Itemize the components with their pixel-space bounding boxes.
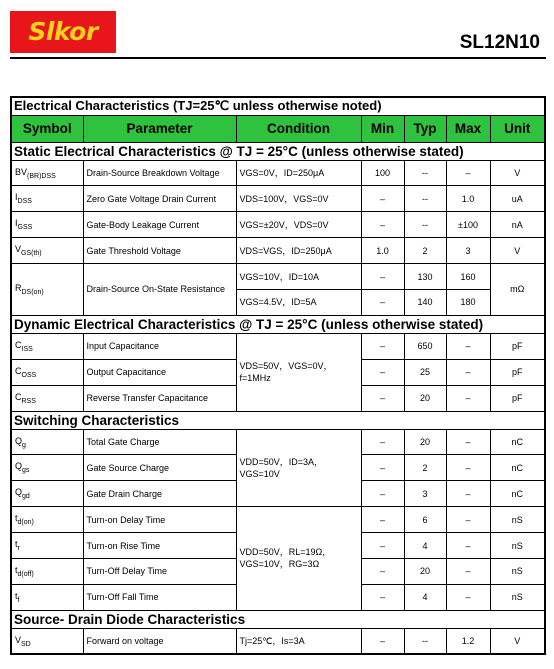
- max-cell: 1.0: [446, 186, 490, 212]
- min-cell: 100: [361, 160, 404, 186]
- table-row: [11, 628, 545, 654]
- column-header-max: Max: [446, 115, 490, 142]
- typ-cell: 2: [404, 455, 446, 481]
- table-row: [11, 264, 545, 290]
- condition-cell: VGS=4.5V，ID=5A: [236, 289, 361, 315]
- parameter-cell: Drain-Source On-State Resistance: [83, 264, 236, 316]
- symbol-cell: $I_{DSS}$: [11, 186, 83, 212]
- max-cell: –: [446, 160, 490, 186]
- symbol-cell: $t_f$: [11, 584, 83, 610]
- min-cell: –: [361, 455, 404, 481]
- column-header-min: Min: [361, 115, 404, 142]
- condition-cell: VDS=100V，VGS=0V: [236, 186, 361, 212]
- unit-cell: V: [490, 628, 545, 654]
- min-cell: –: [361, 385, 404, 411]
- unit-cell: nC: [490, 481, 545, 507]
- max-cell: 3: [446, 238, 490, 264]
- typ-cell: 20: [404, 429, 446, 455]
- condition-cell: VGS=10V，ID=10A: [236, 264, 361, 290]
- section-header-diode: [11, 610, 545, 628]
- part-number: SL12N10: [459, 32, 540, 53]
- typ-cell: 4: [404, 584, 446, 610]
- typ-cell: 3: [404, 481, 446, 507]
- parameter-cell: Total Gate Charge: [83, 429, 236, 455]
- typ-cell: 140: [404, 289, 446, 315]
- condition-cell: VDS=VGS，ID=250μA: [236, 238, 361, 264]
- max-cell: –: [446, 584, 490, 610]
- table-row: [11, 333, 545, 359]
- parameter-cell: Zero Gate Voltage Drain Current: [83, 186, 236, 212]
- max-cell: –: [446, 558, 490, 584]
- symbol-cell: $Q_{gd}$: [11, 481, 83, 507]
- table-row: [11, 429, 545, 455]
- header-divider: [10, 57, 546, 59]
- symbol-cell: $t_r$: [11, 533, 83, 559]
- typ-cell: 650: [404, 333, 446, 359]
- symbol-cell: $t_{d(on)}$: [11, 507, 83, 533]
- column-header-unit: Unit: [490, 115, 545, 142]
- unit-cell: nA: [490, 212, 545, 238]
- typ-cell: 25: [404, 359, 446, 385]
- typ-cell: --: [404, 186, 446, 212]
- min-cell: –: [361, 558, 404, 584]
- max-cell: –: [446, 481, 490, 507]
- condition-cell: VDS=50V，VGS=0V，f=1MHz: [236, 333, 361, 411]
- typ-cell: 4: [404, 533, 446, 559]
- min-cell: –: [361, 429, 404, 455]
- unit-cell: uA: [490, 186, 545, 212]
- unit-cell: nS: [490, 584, 545, 610]
- typ-cell: --: [404, 628, 446, 654]
- section-header-switching: [11, 411, 545, 429]
- unit-cell: nS: [490, 533, 545, 559]
- typ-cell: 20: [404, 385, 446, 411]
- parameter-cell: Drain-Source Breakdown Voltage: [83, 160, 236, 186]
- parameter-cell: Input Capacitance: [83, 333, 236, 359]
- min-cell: –: [361, 628, 404, 654]
- table-row: [11, 238, 545, 264]
- unit-cell: V: [490, 238, 545, 264]
- symbol-cell: $C_{ISS}$: [11, 333, 83, 359]
- symbol-cell: $C_{RSS}$: [11, 385, 83, 411]
- table-row: [11, 507, 545, 533]
- min-cell: –: [361, 333, 404, 359]
- typ-cell: --: [404, 160, 446, 186]
- unit-cell: nC: [490, 455, 545, 481]
- parameter-cell: Forward on voltage: [83, 628, 236, 654]
- max-cell: –: [446, 429, 490, 455]
- unit-cell: nC: [490, 429, 545, 455]
- unit-cell: pF: [490, 385, 545, 411]
- min-cell: –: [361, 289, 404, 315]
- min-cell: –: [361, 533, 404, 559]
- typ-cell: 6: [404, 507, 446, 533]
- symbol-cell: $C_{OSS}$: [11, 359, 83, 385]
- table-title-row: [11, 97, 545, 115]
- max-cell: –: [446, 455, 490, 481]
- min-cell: –: [361, 584, 404, 610]
- unit-cell: V: [490, 160, 545, 186]
- column-header-symbol: Symbol: [11, 115, 83, 142]
- parameter-cell: Turn-Off Delay Time: [83, 558, 236, 584]
- table-title: Electrical Characteristics (TJ=25℃ unless otherwise noted): [11, 97, 545, 115]
- unit-cell: nS: [490, 507, 545, 533]
- parameter-cell: Gate Drain Charge: [83, 481, 236, 507]
- symbol-cell: $Q_{gs}$: [11, 455, 83, 481]
- max-cell: 160: [446, 264, 490, 290]
- parameter-cell: Turn-on Delay Time: [83, 507, 236, 533]
- unit-cell: mΩ: [490, 264, 545, 316]
- symbol-cell: $I_{GSS}$: [11, 212, 83, 238]
- condition-cell: Tj=25℃，Is=3A: [236, 628, 361, 654]
- min-cell: –: [361, 359, 404, 385]
- typ-cell: 2: [404, 238, 446, 264]
- parameter-cell: Gate-Body Leakage Current: [83, 212, 236, 238]
- min-cell: –: [361, 507, 404, 533]
- max-cell: –: [446, 385, 490, 411]
- column-header-typ: Typ: [404, 115, 446, 142]
- typ-cell: 130: [404, 264, 446, 290]
- table-row: [11, 212, 545, 238]
- parameter-cell: Turn-Off Fall Time: [83, 584, 236, 610]
- column-header-row: [11, 115, 545, 142]
- min-cell: –: [361, 212, 404, 238]
- electrical-characteristics-table: [10, 96, 546, 655]
- symbol-cell: $V_{SD}$: [11, 628, 83, 654]
- column-header-parameter: Parameter: [83, 115, 236, 142]
- symbol-cell: $V_{GS(th)}$: [11, 238, 83, 264]
- symbol-cell: $BV_{(BR)DSS}$: [11, 160, 83, 186]
- min-cell: –: [361, 481, 404, 507]
- condition-cell: VGS=±20V，VDS=0V: [236, 212, 361, 238]
- typ-cell: --: [404, 212, 446, 238]
- typ-cell: 20: [404, 558, 446, 584]
- symbol-cell: $Q_g$: [11, 429, 83, 455]
- section-title: Dynamic Electrical Characteristics @ TJ = 25°C (unless otherwise stated): [11, 315, 545, 333]
- unit-cell: pF: [490, 359, 545, 385]
- max-cell: –: [446, 333, 490, 359]
- max-cell: –: [446, 359, 490, 385]
- section-title: Source- Drain Diode Characteristics: [11, 610, 545, 628]
- column-header-condition: Condition: [236, 115, 361, 142]
- condition-cell: VGS=0V，ID=250μA: [236, 160, 361, 186]
- symbol-cell: $R_{DS(on)}$: [11, 264, 83, 316]
- unit-cell: nS: [490, 558, 545, 584]
- parameter-cell: Output Capacitance: [83, 359, 236, 385]
- unit-cell: pF: [490, 333, 545, 359]
- brand-logo: Slkor: [10, 11, 116, 53]
- section-title: Static Electrical Characteristics @ TJ = 25°C (unless otherwise stated): [11, 142, 545, 160]
- parameter-cell: Gate Source Charge: [83, 455, 236, 481]
- condition-cell: VDD=50V，ID=3A，VGS=10V: [236, 429, 361, 507]
- section-title: Switching Characteristics: [11, 411, 545, 429]
- parameter-cell: Reverse Transfer Capacitance: [83, 385, 236, 411]
- max-cell: –: [446, 507, 490, 533]
- condition-cell: VDD=50V，RL=19Ω，VGS=10V，RG=3Ω: [236, 507, 361, 611]
- max-cell: ±100: [446, 212, 490, 238]
- section-header-static: [11, 142, 545, 160]
- parameter-cell: Turn-on Rise Time: [83, 533, 236, 559]
- min-cell: –: [361, 186, 404, 212]
- table-row: [11, 186, 545, 212]
- min-cell: 1.0: [361, 238, 404, 264]
- table-row: [11, 160, 545, 186]
- section-header-dynamic: [11, 315, 545, 333]
- max-cell: 1.2: [446, 628, 490, 654]
- max-cell: –: [446, 533, 490, 559]
- min-cell: –: [361, 264, 404, 290]
- parameter-cell: Gate Threshold Voltage: [83, 238, 236, 264]
- symbol-cell: $t_{d(off)}$: [11, 558, 83, 584]
- max-cell: 180: [446, 289, 490, 315]
